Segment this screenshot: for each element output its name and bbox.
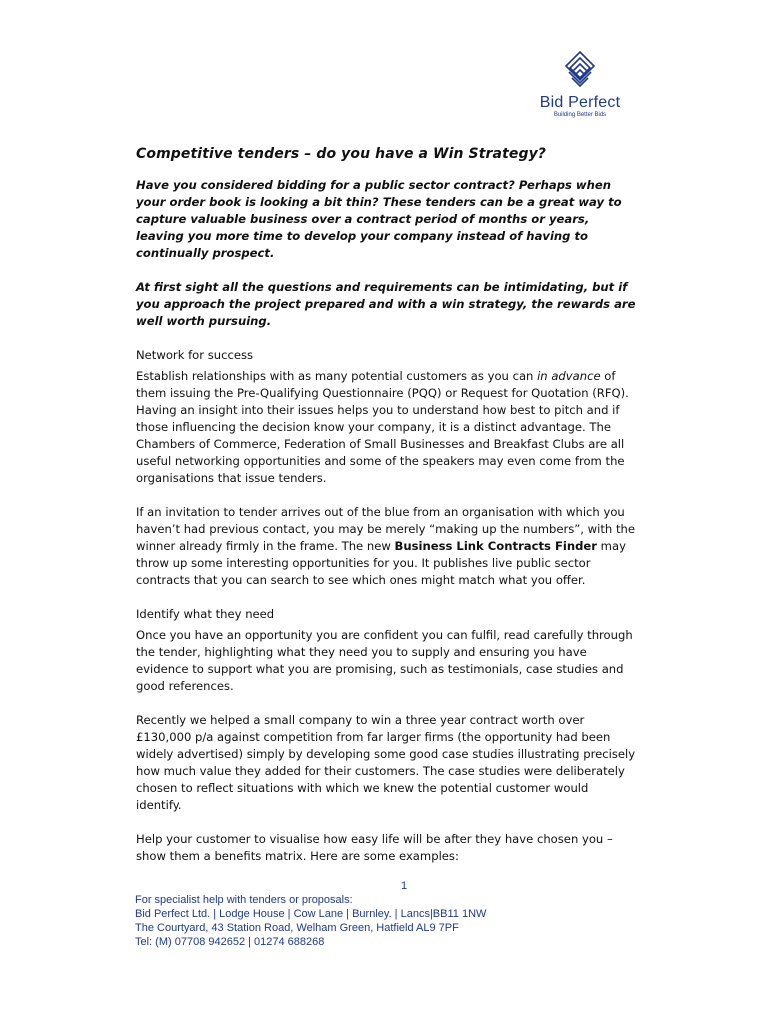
network-paragraph-1 [136,368,636,487]
network-paragraph-1-emphasis: in advance [537,369,601,383]
document-body [136,146,636,882]
identify-paragraph-3: Help your customer to visualise how easy life will be after they have chosen you – show them a benefits matrix. Here are some examples: [136,832,613,863]
logo-tagline: Building Better Bids [553,112,607,118]
network-paragraph-2-text-b: may throw up some interesting opportunities for you. It publishes live public sector contracts that you can search to see which ones might match what you offer. [136,539,626,587]
company-logo [530,50,630,120]
network-paragraph-1-text-a: Establish relationships with as many potential customers as you can [136,369,538,383]
network-paragraph-2 [136,504,636,589]
footer-line-4: Tel: (M) 07708 942652 | 01274 688268 [135,936,325,948]
page-number: 1 [401,880,408,892]
bid-perfect-logo-mark-icon [560,50,600,92]
document-title: Competitive tenders – do you have a Win Strategy? [136,146,547,162]
network-paragraph-2-text-a: If an invitation to tender arrives out of the blue from an organisation with which you haven’t had previous contact, you may be merely “making up the numbers”, with the winner already firmly in the frame. The new [136,505,635,553]
intro-paragraph-1: Have you considered bidding for a public sector contract? Perhaps when your order book is looking a bit thin? These tenders can be a great way to capture valuable business over a contract period of months or years, leaving you more time to develop your company instead of having to continually prospect. [136,178,622,260]
identify-paragraph-2: Recently we helped a small company to win a three year contract worth over £130,000 p/a against competition from far larger firms (the opportunity had been widely advertised) simply by developing some good case studies illustrating precisely how much value they added for their customers. The case studies were deliberately chosen to reflect situations with which we knew the potential customer would identify. [136,713,636,812]
identify-paragraph-1: Once you have an opportunity you are confident you can fulfil, read carefully through the tender, highlighting what they need you to supply and ensuring you have evidence to support what you are promising, such as testimonials, case studies and good references. [136,628,633,693]
contracts-finder-link-text: Business Link Contracts Finder [394,539,597,553]
footer-line-2: Bid Perfect Ltd. | Lodge House | Cow Lane | Burnley. | Lancs|BB11 1NW [135,908,487,920]
section-heading-network: Network for success [136,348,254,362]
footer-line-1: For specialist help with tenders or proposals: [135,894,353,906]
footer-line-3: The Courtyard, 43 Station Road, Welham Green, Hatfield AL9 7PF [135,922,459,934]
section-heading-identify: Identify what they need [136,607,275,621]
logo-company-name: Bid Perfect [539,94,621,111]
intro-paragraph-2: At first sight all the questions and requirements can be intimidating, but if you approach the project prepared and with a win strategy, the rewards are well worth pursuing. [136,280,636,328]
page-footer [135,893,635,949]
network-paragraph-1-text-b: of them issuing the Pre-Qualifying Questionnaire (PQQ) or Request for Quotation (RFQ). Having an insight into their issues helps you to understand how best to pitch and if those influencing the decision know your company, it is a distinct advantage. The Chambers of Commerce, Federation of Small Businesses and Breakfast Clubs are all useful networking opportunities and some of the speakers may even come from the organisations that issue tenders. [136,369,629,485]
